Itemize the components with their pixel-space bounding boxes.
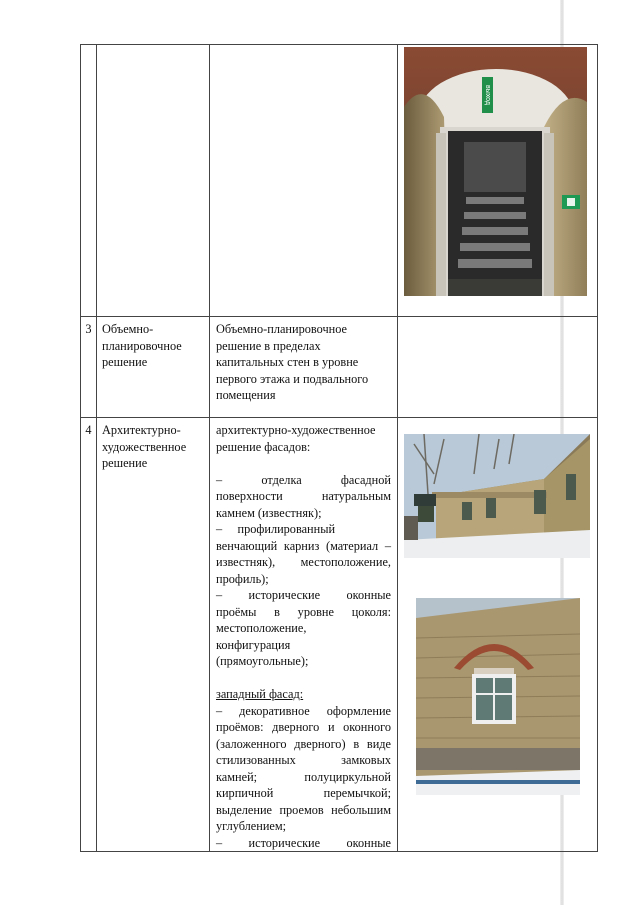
- description-line: решение фасадов:: [216, 439, 311, 454]
- description-line: Объемно-планировочное: [216, 322, 347, 336]
- table-row: [81, 317, 598, 418]
- description-line: – исторические оконные: [216, 835, 391, 850]
- description-line: венчающий карниз (материал –: [216, 538, 391, 553]
- row-name-line: решение: [102, 456, 148, 470]
- description-line: поверхности натуральным: [216, 489, 391, 503]
- row-name-line: Объемно-: [102, 322, 154, 336]
- description-line: проёмов: дверного и оконного: [216, 720, 391, 734]
- window-arch-photo: [416, 598, 580, 795]
- description-line: (заложенного дверного) в виде: [216, 736, 391, 751]
- exit-sign: выход: [484, 85, 491, 105]
- description-line: – отделка фасадной: [216, 472, 391, 487]
- description-line: профиль);: [216, 571, 269, 586]
- description-line: камнем (известняк);: [216, 505, 322, 520]
- description-line: проёмы в уровне цоколя:: [216, 604, 391, 619]
- row-number: 4: [81, 418, 97, 852]
- description-line: первого этажа и подвального: [216, 371, 369, 386]
- description-line: [216, 670, 391, 687]
- description-line: выделение проемов небольшим: [216, 802, 391, 817]
- row-description: [210, 418, 398, 852]
- description-line: стилизованных замковых: [216, 753, 391, 767]
- description-line: архитектурно-художественное: [216, 423, 376, 437]
- section-heading: западный фасад:: [216, 687, 304, 701]
- description-line: – исторические оконные: [216, 588, 391, 602]
- row-name: [97, 418, 210, 852]
- description-line: конфигурация: [216, 637, 291, 652]
- description-line: помещения: [216, 388, 276, 402]
- description-line: местоположение,: [216, 621, 307, 635]
- description-line: кирпичной перемычкой;: [216, 786, 391, 800]
- description-line: углублением;: [216, 819, 287, 833]
- description-line: капитальных стен в уровне: [216, 355, 359, 369]
- description-line: камней; полуциркульной: [216, 769, 391, 784]
- description-line: – декоративное оформление: [216, 703, 391, 718]
- building-facade-photo: [404, 434, 590, 558]
- row-number: 3: [81, 317, 97, 418]
- description-line: [216, 455, 391, 472]
- row-number: [81, 45, 97, 317]
- row-name-line: художественное: [102, 439, 187, 454]
- row-photo-cell: [398, 317, 598, 418]
- row-name: [97, 45, 210, 317]
- description-line: – профилированный: [216, 522, 336, 536]
- description-line: решение в пределах: [216, 338, 321, 353]
- row-name: [97, 317, 210, 418]
- row-name-line: решение: [102, 355, 148, 369]
- row-description: [210, 45, 398, 317]
- row-name-line: Архитектурно-: [102, 423, 181, 437]
- description-line: (прямоугольные);: [216, 654, 309, 668]
- row-name-line: планировочное: [102, 338, 182, 353]
- basement-entrance-photo: [404, 47, 587, 296]
- row-description: [210, 317, 398, 418]
- description-line: известняк), местоположение,: [216, 555, 391, 569]
